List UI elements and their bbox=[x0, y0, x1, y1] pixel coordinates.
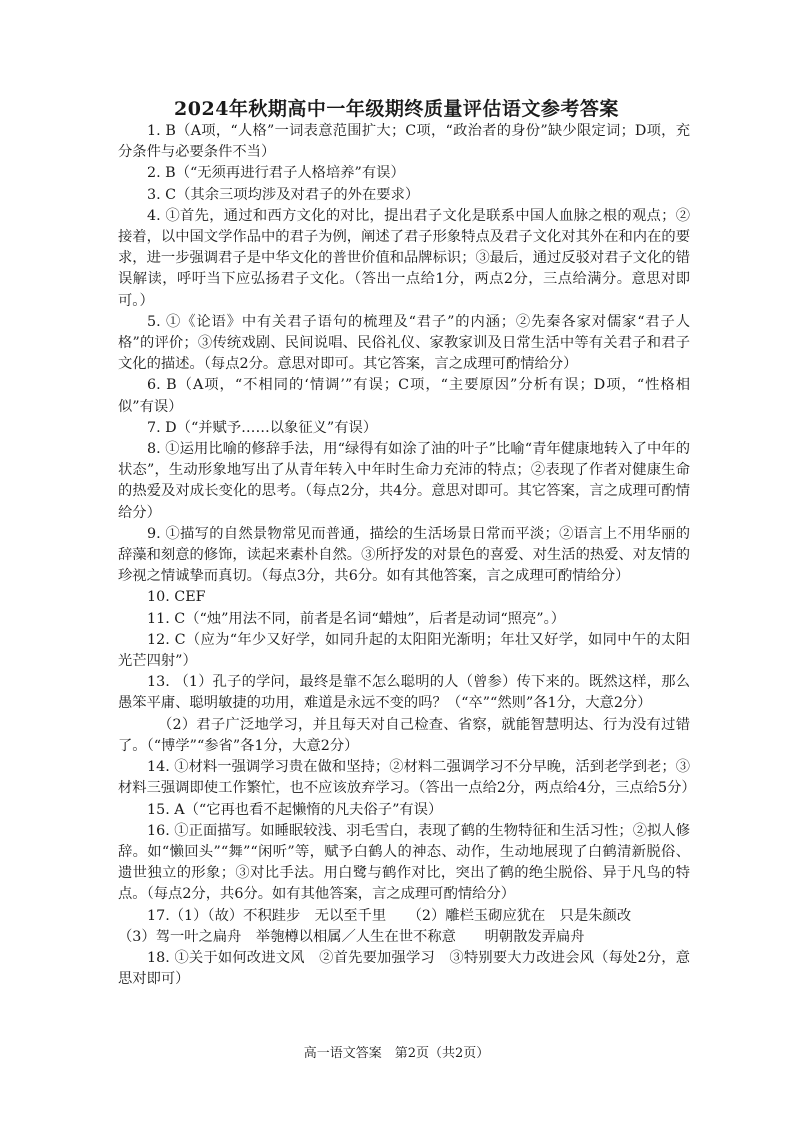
answer-item-9: 9. ①描写的自然景物常见而普通，描绘的生活场景日常而平淡；②语言上不用华丽的辞藻和刻意的修饰，读起来素朴自然。③所抒发的对景色的喜爱、对生活的热爱、对友情的珍视之情诚挚而真切。（每点3分，共6分。如有其他答案，言之成理可酌情给分） bbox=[118, 525, 690, 585]
answer-item-8: 8. ①运用比喻的修辞手法，用“绿得有如涂了油的叶子”比喻“青年健康地转入了中年的状态”，生动形象地写出了从青年转入中年时生命力充沛的特点；②表现了作者对健康生命的热爱及对成长变化的思考。（每点2分，共4分。意思对即可。其它答案，言之成理可酌情给分） bbox=[118, 441, 690, 521]
answer-item-18: 18. ①关于如何改进文风 ②首先要加强学习 ③特别要大力改进会风（每处2分，意思对即可） bbox=[118, 949, 690, 988]
answer-item-10: 10. CEF bbox=[147, 589, 206, 606]
answer-item-5: 5. ①《论语》中有关君子语句的梳理及“君子”的内涵；②先秦各家对儒家“君子人格”的评价；③传统戏剧、民间说唱、民俗礼仪、家教家训及日常生活中等有关君子和君子文化的描述。（每点2分。意思对即可。其它答案，言之成理可酌情给分） bbox=[118, 313, 690, 373]
answer-item-11: 11. C（“烛”用法不同，前者是名词“蜡烛”，后者是动词“照亮”。） bbox=[147, 610, 566, 627]
answer-item-17-line1: 17.（1）（故）不积跬步 无以至千里 （2）雕栏玉砌应犹在 只是朱颜改 bbox=[147, 907, 632, 924]
answer-item-7: 7. D（“并赋予……以象征义”有误） bbox=[147, 419, 378, 436]
answer-item-14: 14. ①材料一强调学习贵在做和坚持；②材料二强调学习不分早晚，活到老学到老；③材料三强调即使工作繁忙，也不应该放弃学习。（答出一点给2分，两点给4分，三点给5分） bbox=[118, 759, 696, 797]
answer-item-2: 2. B（“无须再进行君子人格培养”有误） bbox=[147, 165, 405, 182]
answer-item-3: 3. C（其余三项均涉及对君子的外在要求） bbox=[147, 186, 420, 203]
answer-list bbox=[118, 121, 696, 990]
page-title: 2024年秋期高中一年级期终质量评估语文参考答案 bbox=[174, 98, 619, 120]
answer-item-15: 15. A（“它再也看不起懒惰的凡夫俗子”有误） bbox=[147, 801, 443, 818]
answer-item-17-line2: （3）驾一叶之扁舟 举匏樽以相属／人生在世不称意 明朝散发弄扁舟 bbox=[118, 928, 585, 945]
page-footer: 高一语文答案 第2页（共2页） bbox=[303, 1046, 490, 1061]
answer-item-16: 16. ①正面描写。如睡眠较浅、羽毛雪白，表现了鹤的生物特征和生活习性；②拟人修辞。如“懒回头”“舞”“闲听”等，赋予白鹤人的神态、动作，生动地展现了白鹤清新脱俗、遗世独立的形象；③对比手法。用白鹭与鹤作对比，突出了鹤的绝尘脱俗、异于凡鸟的特点。（每点2分，共6分。如有其他答案，言之成理可酌情给分） bbox=[118, 822, 690, 903]
answer-item-6: 6. B（A项，“不相同的‘情调’”有误；C项，“主要原因”分析有误；D项，“性格相似”有误） bbox=[118, 377, 690, 415]
answer-item-4: 4. ①首先，通过和西方文化的对比，提出君子文化是联系中国人血脉之根的观点；②接着，以中国文学作品中的君子为例，阐述了君子形象特点及君子文化对其外在和内在的要求，进一步强调君子是中华文化的普世价值和品牌标识；③最后，通过反驳对君子文化的错误解读，呼吁当下应弘扬君子文化。（答出一点给1分，两点2分，三点给满分。意思对即可。） bbox=[118, 207, 690, 309]
answer-item-12: 12. C（应为“年少又好学，如同升起的太阳阳光渐明；年壮又好学，如同中午的太阳光芒四射”） bbox=[118, 631, 690, 670]
answer-item-13-1: 13. （1）孔子的学问，最终是靠不怎么聪明的人（曾参）传下来的。既然这样，那么愚笨平庸、聪明敏捷的功用，难道是永远不变的吗？（“卒”“然则”各1分，大意2分） bbox=[118, 674, 690, 712]
answer-item-1: 1. B（A项，“人格”一词表意范围扩大；C项，“政治者的身份”缺少限定词；D项，充分条件与必要条件不当） bbox=[118, 123, 690, 161]
answer-item-13-2: （2）君子广泛地学习，并且每天对自己检查、省察，就能智慧明达、行为没有过错了。（“博学”“参省”各1分，大意2分） bbox=[118, 716, 690, 754]
